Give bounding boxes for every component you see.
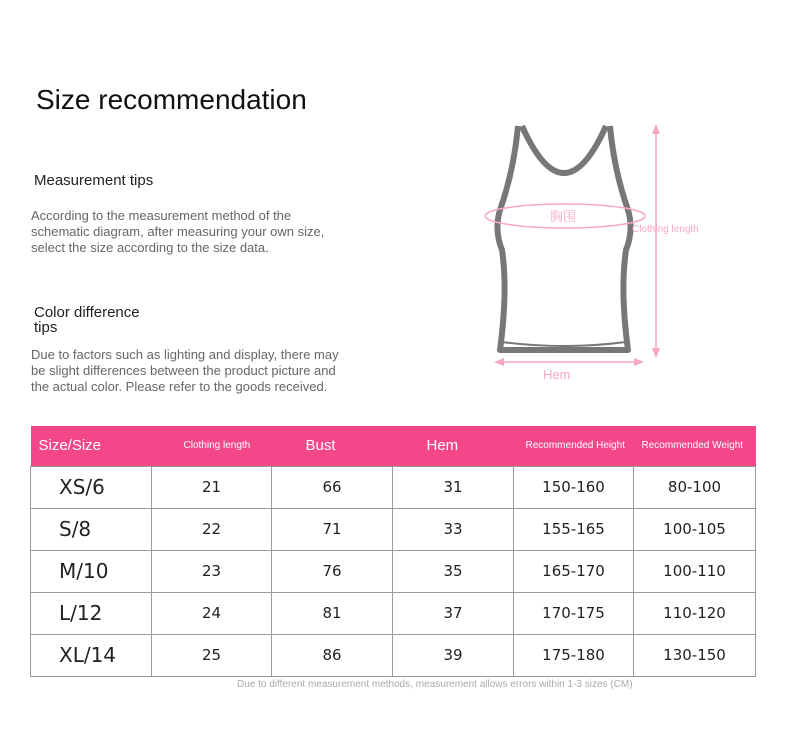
hem-cell: 31	[393, 466, 514, 508]
color-tips-line: the actual color. Please refer to the goods received.	[31, 379, 328, 394]
hem-label: Hem	[543, 367, 571, 382]
size-cell: S/8	[31, 508, 152, 550]
length-arrow-top-icon	[652, 124, 660, 134]
hem-cell: 33	[393, 508, 514, 550]
header-recommended-weight: Recommended Weight	[641, 439, 744, 451]
header-recommended-height: Recommended Height	[525, 439, 625, 451]
clothing-length-cell: 22	[152, 508, 272, 550]
size-table	[30, 426, 756, 677]
size-cell: L/12	[31, 592, 152, 634]
size-cell: XS/6	[31, 466, 152, 508]
height-cell: 150-160	[514, 466, 634, 508]
hem-arrow-left-icon	[494, 358, 504, 366]
color-tips-line: be slight differences between the product picture and	[31, 363, 336, 378]
size-cell: XL/14	[31, 634, 152, 676]
bust-cell: 71	[272, 508, 393, 550]
measurement-tips-line: select the size according to the size data.	[31, 240, 269, 255]
header-bust: Bust	[305, 437, 336, 455]
measurement-tips-line: According to the measurement method of the	[31, 208, 292, 223]
height-cell: 170-175	[514, 592, 634, 634]
table-row	[31, 550, 756, 592]
header-hem: Hem	[426, 437, 459, 455]
height-cell: 165-170	[514, 550, 634, 592]
hem-cell: 35	[393, 550, 514, 592]
clothing-length-cell: 25	[152, 634, 272, 676]
measurement-tips-line: schematic diagram, after measuring your own size,	[31, 224, 325, 239]
size-cell: M/10	[31, 550, 152, 592]
table-row	[31, 508, 756, 550]
tank-top-outline	[497, 126, 630, 350]
weight-cell: 100-105	[634, 508, 756, 550]
bust-cell: 81	[272, 592, 393, 634]
color-tips-line: Due to factors such as lighting and display, there may	[31, 347, 339, 362]
tank-top-hem-stitch	[502, 342, 626, 346]
tank-top-diagram	[470, 110, 710, 390]
weight-cell: 80-100	[634, 466, 756, 508]
clothing-length-cell: 23	[152, 550, 272, 592]
table-row	[31, 592, 756, 634]
color-tips-heading	[34, 305, 140, 335]
table-row	[31, 466, 756, 508]
hem-cell: 37	[393, 592, 514, 634]
hem-cell: 39	[393, 634, 514, 676]
color-tips-heading-line: tips	[34, 319, 58, 336]
length-arrow-bottom-icon	[652, 348, 660, 358]
bust-label: 胸围	[550, 209, 577, 224]
hem-arrow-right-icon	[634, 358, 644, 366]
height-cell: 155-165	[514, 508, 634, 550]
bust-cell: 86	[272, 634, 393, 676]
tank-top-svg	[470, 110, 710, 390]
bust-cell: 76	[272, 550, 393, 592]
header-clothing-length: Clothing length	[183, 439, 251, 451]
bust-cell: 66	[272, 466, 393, 508]
length-label: Clothing length	[632, 224, 699, 235]
page-title: Size recommendation	[36, 84, 307, 115]
height-cell: 175-180	[514, 634, 634, 676]
size-table-header	[31, 426, 756, 466]
header-size: Size/Size	[38, 437, 102, 455]
weight-cell: 130-150	[634, 634, 756, 676]
color-tips-text	[31, 347, 339, 395]
color-tips-heading-line: Color difference	[34, 304, 140, 321]
weight-cell: 100-110	[634, 550, 756, 592]
measurement-tips-heading: Measurement tips	[34, 172, 154, 189]
measurement-tips-text	[31, 208, 324, 256]
footnote: Due to different measurement methods, measurement allows errors within 1-3 sizes (CM)	[237, 679, 633, 690]
clothing-length-cell: 21	[152, 466, 272, 508]
table-row	[31, 634, 756, 676]
clothing-length-cell: 24	[152, 592, 272, 634]
weight-cell: 110-120	[634, 592, 756, 634]
